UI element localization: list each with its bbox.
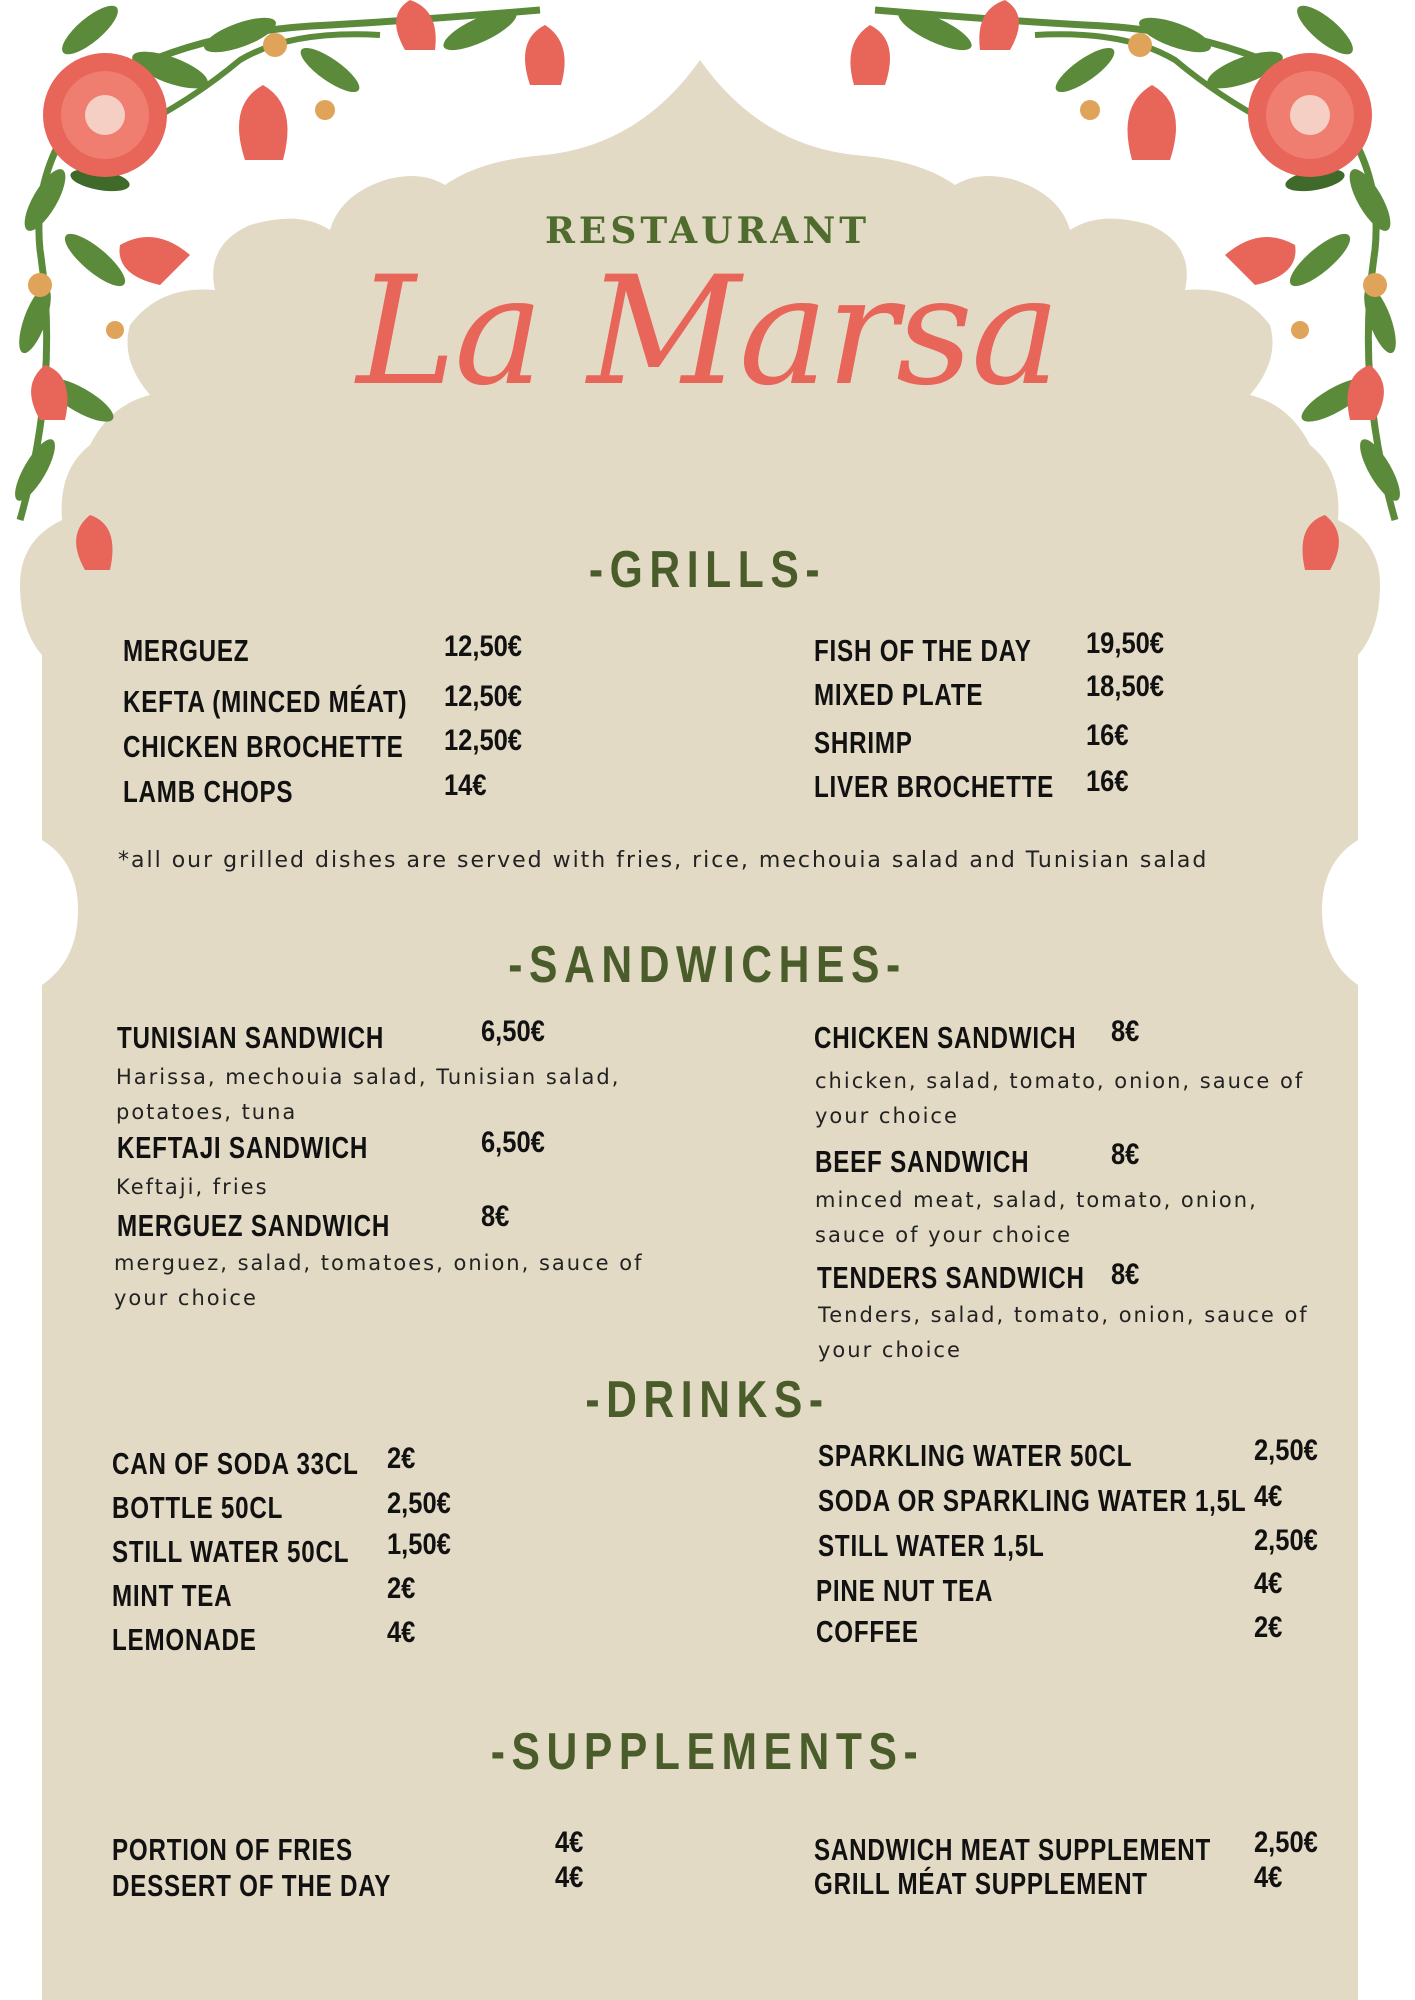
grills-heading: -GRILLS- [588,541,827,599]
grill-item-price: 16€ [1086,765,1129,798]
sandwich-item-desc: Harissa, mechouia salad, Tunisian salad, potatoes, tuna [116,1065,621,1124]
restaurant-name: La Marsa [356,245,1059,419]
grill-item-price: 18,50€ [1086,670,1165,703]
grill-item-name: LAMB CHOPS [123,774,294,809]
drink-item-price: 4€ [1254,1567,1283,1600]
supplement-item-price: 4€ [555,1826,584,1859]
sandwich-item-price: 6,50€ [481,1015,545,1048]
grill-item-price: 14€ [444,769,487,802]
sandwich-item-price: 6,50€ [481,1126,545,1159]
grill-item-name: CHICKEN BROCHETTE [123,729,404,764]
grill-item-price: 12,50€ [444,724,523,757]
drink-item-price: 2€ [387,1572,416,1605]
sandwich-item-name: KEFTAJI SANDWICH [117,1130,369,1165]
drink-item-name: MINT TEA [112,1578,233,1613]
grills-note: *all our grilled dishes are served with fries, rice, mechouia salad and Tunisian salad [118,848,1209,873]
sandwich-item-price: 8€ [1111,1138,1140,1171]
drink-item-name: STILL WATER 50CL [112,1534,350,1569]
grill-item-name: SHRIMP [814,725,913,760]
supplement-item-name: DESSERT OF THE DAY [112,1868,392,1903]
sandwich-item-price: 8€ [1111,1015,1140,1048]
drink-item-price: 2€ [1254,1611,1283,1644]
sandwich-item-desc: Keftaji, fries [116,1175,269,1199]
drink-item-price: 4€ [1254,1480,1283,1513]
drink-item-price: 2,50€ [387,1487,451,1520]
supplements-heading: -SUPPLEMENTS- [490,1723,925,1781]
drink-item-price: 1,50€ [387,1528,451,1561]
supplement-item-name: GRILL MÉAT SUPPLEMENT [814,1866,1148,1901]
restaurant-label: RESTAURANT [544,210,871,252]
drink-item-price: 2,50€ [1254,1524,1318,1557]
sandwich-item-desc: Tenders, salad, tomato, onion, sauce of your choice [818,1303,1309,1362]
grill-item-price: 19,50€ [1086,627,1165,660]
sandwich-item-name: TENDERS SANDWICH [817,1260,1085,1295]
supplement-item-price: 4€ [555,1861,584,1894]
drink-item-name: BOTTLE 50CL [112,1490,284,1525]
drink-item-name: COFFEE [816,1614,919,1649]
sandwich-item-price: 8€ [481,1200,510,1233]
drink-item-name: PINE NUT TEA [816,1573,994,1608]
sandwich-item-name: BEEF SANDWICH [815,1144,1030,1179]
drink-item-name: SPARKLING WATER 50CL [818,1438,1133,1473]
supplement-item-price: 4€ [1254,1861,1283,1894]
grill-item-name: KEFTA (MINCED MÉAT) [123,684,408,719]
sandwich-item-name: CHICKEN SANDWICH [814,1020,1077,1055]
drink-item-price: 2€ [387,1442,416,1475]
grill-item-name: MERGUEZ [123,633,250,668]
grill-item-price: 12,50€ [444,680,523,713]
sandwich-item-name: TUNISIAN SANDWICH [117,1020,385,1055]
drink-item-price: 2,50€ [1254,1434,1318,1467]
sandwich-item-desc: chicken, salad, tomato, onion, sauce of your choice [815,1069,1305,1128]
drink-item-name: STILL WATER 1,5L [818,1528,1045,1563]
drink-item-price: 4€ [387,1616,416,1649]
sandwich-item-name: MERGUEZ SANDWICH [117,1208,391,1243]
sandwich-item-desc: minced meat, salad, tomato, onion, sauce of your choice [815,1188,1258,1247]
drinks-heading: -DRINKS- [585,1371,830,1429]
sandwiches-heading: -SANDWICHES- [508,936,907,994]
supplement-item-name: SANDWICH MEAT SUPPLEMENT [814,1832,1212,1867]
supplement-item-price: 2,50€ [1254,1826,1318,1859]
drink-item-name: CAN OF SODA 33CL [112,1446,359,1481]
grill-item-price: 12,50€ [444,630,523,663]
grill-item-name: MIXED PLATE [814,677,984,712]
sandwich-item-desc: merguez, salad, tomatoes, onion, sauce of your choice [114,1251,644,1310]
drink-item-name: SODA OR SPARKLING WATER 1,5L [818,1483,1247,1518]
grill-item-name: LIVER BROCHETTE [814,769,1055,804]
sandwich-item-price: 8€ [1111,1258,1140,1291]
grill-item-name: FISH OF THE DAY [814,633,1032,668]
supplement-item-name: PORTION OF FRIES [112,1832,353,1867]
grill-item-price: 16€ [1086,719,1129,752]
drink-item-name: LEMONADE [112,1622,257,1657]
